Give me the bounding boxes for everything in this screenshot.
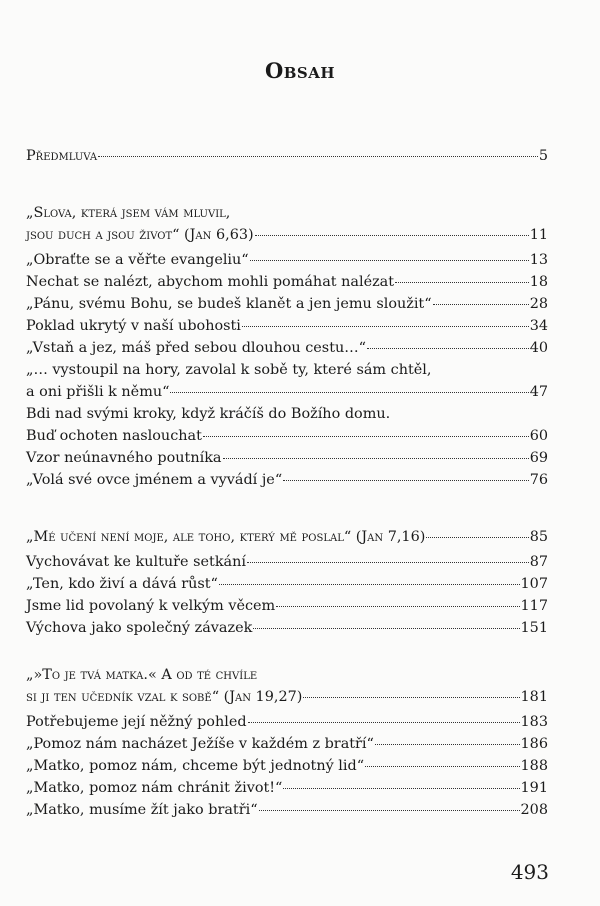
page-title: Obsah — [264, 58, 336, 83]
toc-entry — [26, 403, 548, 447]
toc-entry — [26, 664, 548, 708]
toc-page-number: 5 — [538, 148, 548, 164]
toc-entry-title: „Mé učení není moje, ale toho, který mě poslal“ (Jan 7,16) — [26, 529, 426, 545]
toc-entry-title: „Obraťte se a věřte evangeliu“ — [26, 252, 249, 268]
toc-entry-line — [26, 425, 548, 447]
toc-entry — [26, 249, 548, 271]
toc-entry-title: Buď ochoten naslouchat — [26, 428, 202, 444]
toc-entry — [26, 293, 548, 315]
dot-leader — [303, 697, 519, 698]
toc-page-number: 34 — [529, 318, 548, 334]
toc-entry — [26, 711, 548, 733]
toc-entry-line — [26, 145, 548, 167]
toc-entry-line — [26, 526, 548, 548]
toc-entry — [26, 777, 548, 799]
toc-entry — [26, 526, 548, 548]
toc-entry-line — [26, 249, 548, 271]
toc-page-number: 60 — [529, 428, 548, 444]
toc-entry — [26, 337, 548, 359]
toc-entry-title: „Matko, pomoz nám chránit život!“ — [26, 780, 283, 796]
toc-entry-line — [26, 469, 548, 491]
dot-leader — [242, 326, 529, 327]
toc-page-number: 18 — [529, 274, 548, 290]
dot-leader — [253, 628, 519, 629]
toc-entry-line — [26, 755, 548, 777]
dot-leader — [219, 584, 520, 585]
toc-entry — [26, 359, 548, 403]
dot-leader — [170, 392, 528, 393]
toc-entry-title: „Vstaň a jez, máš před sebou dlouhou cestu…“ — [26, 340, 366, 356]
toc-entry-line — [26, 271, 548, 293]
toc-entry-title: Předmluva — [26, 148, 98, 164]
toc-entry-title: a oni přišli k němu“ — [26, 384, 170, 400]
toc-entry — [26, 733, 548, 755]
dot-leader — [426, 537, 528, 538]
toc-page-number: 107 — [520, 576, 548, 592]
toc-entry-title: „Matko, musíme žít jako bratři“ — [26, 802, 258, 818]
toc-page-number: 191 — [520, 780, 548, 796]
dot-leader — [248, 722, 520, 723]
toc-page-number: 188 — [520, 758, 548, 774]
toc-entry-line — [26, 686, 548, 708]
toc-entry-title: „Matko, pomoz nám, chceme být jednotný lid“ — [26, 758, 365, 774]
toc-entry-line — [26, 711, 548, 733]
toc-page-number: 40 — [529, 340, 548, 356]
toc-entry — [26, 315, 548, 337]
toc-entry-line — [26, 202, 548, 224]
toc-entry-line — [26, 595, 548, 617]
toc-entry-title: Poklad ukrytý v naší ubohosti — [26, 318, 241, 334]
toc-entry-line — [26, 777, 548, 799]
dot-leader — [365, 766, 519, 767]
toc-page-number: 28 — [529, 296, 548, 312]
toc-page-number: 186 — [520, 736, 548, 752]
toc-page-number: 85 — [529, 529, 548, 545]
toc-page-number: 181 — [520, 689, 548, 705]
toc-entry-title: Bdi nad svými kroky, když kráčíš do Božího domu. — [26, 406, 391, 422]
toc-page-number: 117 — [520, 598, 548, 614]
toc-entry-title: jsou duch a jsou život“ (Jan 6,63) — [26, 227, 254, 243]
dot-leader — [276, 606, 519, 607]
dot-leader — [375, 744, 520, 745]
toc-entry — [26, 271, 548, 293]
toc-entry-line — [26, 381, 548, 403]
toc-entry-title: Potřebujeme její něžný pohled — [26, 714, 247, 730]
toc-entry-line — [26, 664, 548, 686]
toc-entry — [26, 469, 548, 491]
toc-entry-title: si ji ten učedník vzal k sobě“ (Jan 19,27) — [26, 689, 303, 705]
toc-entry — [26, 617, 548, 639]
dot-leader — [223, 458, 529, 459]
toc-entry — [26, 551, 548, 573]
toc-entry — [26, 145, 548, 167]
page-number: 493 — [510, 860, 549, 884]
dot-leader — [203, 436, 529, 437]
toc-entry-title: „Slova, která jsem vám mluvil, — [26, 205, 231, 221]
toc-entry-title: Výchova jako společný závazek — [26, 620, 253, 636]
dot-leader — [283, 788, 519, 789]
toc-entry-line — [26, 447, 548, 469]
dot-leader — [283, 480, 529, 481]
dot-leader — [433, 304, 529, 305]
toc-page-number: 151 — [520, 620, 548, 636]
toc-entry-title: „»To je tvá matka.« A od té chvíle — [26, 667, 258, 683]
toc-entry — [26, 755, 548, 777]
dot-leader — [250, 260, 529, 261]
toc-entry-line — [26, 315, 548, 337]
toc-page-number: 47 — [529, 384, 548, 400]
toc-entry — [26, 595, 548, 617]
toc-entry-title: „… vystoupil na hory, zavolal k sobě ty, které sám chtěl, — [26, 362, 432, 378]
toc-entry-line — [26, 403, 548, 425]
dot-leader — [247, 562, 529, 563]
toc-entry-title: „Ten, kdo živí a dává růst“ — [26, 576, 218, 592]
toc-page-number: 208 — [520, 802, 548, 818]
toc-page-number: 11 — [529, 227, 548, 243]
toc-entry-line — [26, 573, 548, 595]
toc-entry-title: „Pomoz nám nacházet Ježíše v každém z bratří“ — [26, 736, 374, 752]
toc-entry-title: „Volá své ovce jménem a vyvádí je“ — [26, 472, 283, 488]
dot-leader — [98, 156, 538, 157]
toc-entry-line — [26, 551, 548, 573]
toc-entry — [26, 202, 548, 246]
toc-page-number: 69 — [529, 450, 548, 466]
toc-entry-line — [26, 293, 548, 315]
toc-page-number: 76 — [529, 472, 548, 488]
toc-entry — [26, 799, 548, 821]
dot-leader — [395, 282, 529, 283]
dot-leader — [259, 810, 520, 811]
toc-entry-line — [26, 359, 548, 381]
dot-leader — [255, 235, 529, 236]
toc-entry-line — [26, 733, 548, 755]
toc-entry-title: „Pánu, svému Bohu, se budeš klanět a jen jemu sloužit“ — [26, 296, 432, 312]
toc-entry-line — [26, 617, 548, 639]
toc-entry-line — [26, 799, 548, 821]
toc-entry-title: Vzor neúnavného poutníka — [26, 450, 222, 466]
toc-entry-title: Jsme lid povolaný k velkým věcem — [26, 598, 276, 614]
toc-entry — [26, 447, 548, 469]
toc-entry-line — [26, 337, 548, 359]
toc-entry-title: Vychovávat ke kultuře setkání — [26, 554, 246, 570]
toc-page-number: 13 — [529, 252, 548, 268]
toc-entry-title: Nechat se nalézt, abychom mohli pomáhat nalézat — [26, 274, 395, 290]
toc-page-number: 87 — [529, 554, 548, 570]
toc-page-number: 183 — [520, 714, 548, 730]
toc-entry-line — [26, 224, 548, 246]
toc-entry — [26, 573, 548, 595]
dot-leader — [367, 348, 529, 349]
